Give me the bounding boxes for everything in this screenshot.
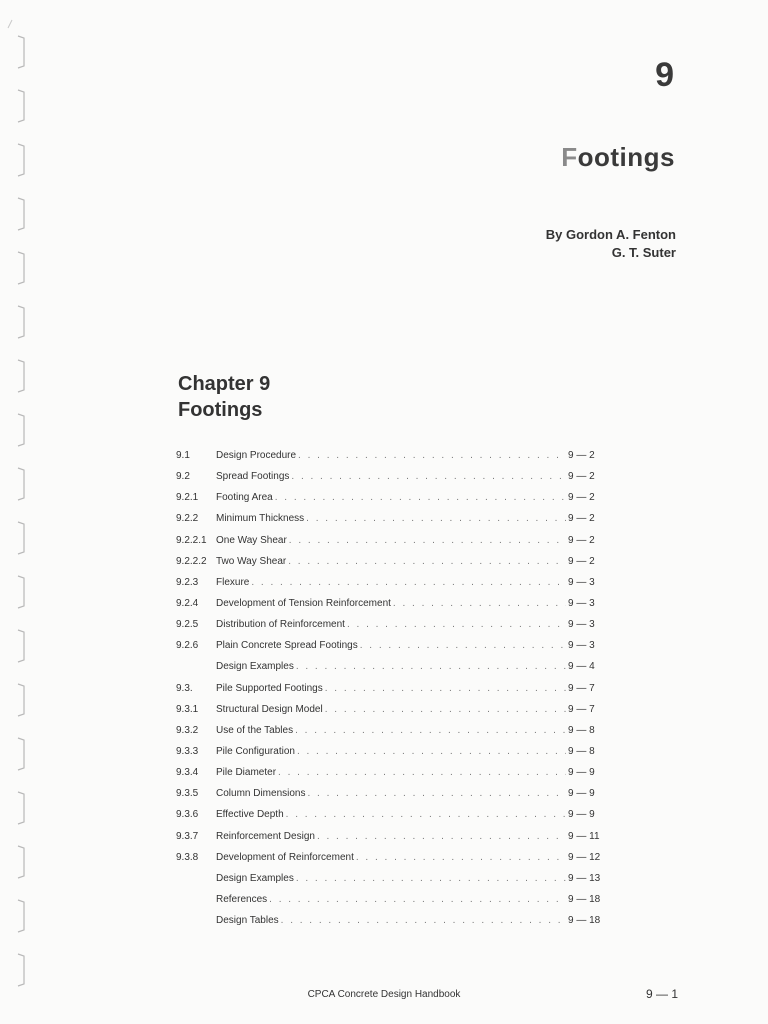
footer-title: CPCA Concrete Design Handbook — [307, 989, 461, 1000]
toc-entry-title: Distribution of Reinforcement — [216, 619, 345, 631]
toc-leader-dots — [393, 598, 566, 609]
toc-entry-page: 9 — 2 — [568, 555, 595, 567]
toc-entry-title: One Way Shear — [216, 534, 287, 546]
toc-leader-dots — [317, 831, 566, 842]
toc-entry-number: 9.2.2.1 — [176, 534, 207, 546]
toc-entry-number: 9.3. — [176, 682, 193, 694]
toc-entry — [176, 683, 606, 704]
toc-leader-dots — [278, 767, 566, 778]
toc-entry-number: 9.2.1 — [176, 492, 199, 504]
toc-entry-page: 9 — 18 — [568, 893, 601, 905]
toc-entry-number: 9.3.5 — [176, 788, 199, 800]
toc-entry-page: 9 — 9 — [568, 767, 595, 779]
toc-leader-dots — [347, 619, 566, 630]
toc-leader-dots — [325, 683, 566, 694]
toc-entry — [176, 767, 606, 788]
toc-leader-dots — [281, 915, 566, 926]
toc-entry-title: Design Procedure — [216, 450, 297, 461]
binder-margin-marks — [0, 0, 40, 1024]
toc-heading-line: Footings — [178, 399, 263, 421]
toc-entry — [176, 640, 606, 661]
toc-entry-page: 9 — 3 — [568, 597, 595, 609]
toc-leader-dots — [360, 640, 566, 651]
toc-entry — [176, 852, 606, 873]
toc-entry-title: Development of Reinforcement — [216, 851, 354, 863]
toc-entry-title: Reinforcement Design — [216, 830, 315, 842]
toc-entry-page: 9 — 13 — [568, 872, 601, 884]
author-line: By Gordon A. Fenton — [545, 227, 676, 242]
toc-entry-number: 9.1 — [176, 450, 190, 461]
toc-entry — [176, 894, 606, 915]
toc-leader-dots — [356, 852, 566, 863]
authors — [546, 226, 676, 262]
toc-leader-dots — [295, 725, 566, 736]
toc-entry-number: 9.2 — [176, 471, 190, 483]
footer-page-number: 9 — 1 — [645, 987, 678, 1001]
toc-entry-page: 9 — 2 — [568, 492, 595, 504]
toc-entry-title: Pile Diameter — [216, 767, 277, 779]
toc-leader-dots — [325, 704, 566, 715]
toc-leader-dots — [269, 894, 566, 905]
toc-heading-line: Chapter 9 — [178, 373, 271, 395]
toc-entry — [176, 873, 606, 894]
toc-entry — [176, 598, 606, 619]
toc-entry-number: 9.3.4 — [176, 767, 199, 779]
toc-entry-title: Column Dimensions — [216, 788, 306, 800]
chapter-number: 9 — [655, 56, 674, 94]
toc-leader-dots — [289, 535, 566, 546]
toc-entry-number: 9.3.8 — [176, 851, 199, 863]
toc-leader-dots — [296, 873, 566, 884]
toc-entry-title: Use of the Tables — [216, 724, 294, 736]
toc-heading — [178, 371, 270, 423]
toc-entry — [176, 915, 606, 936]
toc-entry-title: Footing Area — [216, 492, 273, 504]
toc-entry-page: 9 — 2 — [568, 534, 595, 546]
toc-leader-dots — [275, 492, 566, 503]
toc-entry-page: 9 — 2 — [568, 471, 595, 483]
toc-leader-dots — [286, 809, 566, 820]
toc-entry-title: Plain Concrete Spread Footings — [216, 640, 358, 652]
toc-entry-title: Design Tables — [216, 915, 279, 927]
toc-entry-page: 9 — 18 — [568, 915, 601, 927]
toc-entry-title: Pile Configuration — [216, 745, 295, 757]
toc-entry-title: Design Examples — [216, 872, 294, 884]
toc-entry-page: 9 — 9 — [568, 788, 595, 800]
toc-entry-number: 9.2.3 — [176, 576, 199, 588]
toc-entry-page: 9 — 9 — [568, 809, 595, 821]
toc-entry — [176, 809, 606, 830]
toc-entry — [176, 471, 606, 492]
toc-entry — [176, 704, 606, 725]
toc-leader-dots — [251, 577, 566, 588]
chapter-title-rest: ootings — [577, 142, 675, 172]
toc-entry-title: Spread Footings — [216, 471, 290, 483]
toc-leader-dots — [306, 513, 566, 524]
toc-entry-page: 9 — 3 — [568, 640, 595, 652]
toc-entry — [176, 661, 606, 682]
toc-entry-page: 9 — 7 — [568, 682, 595, 694]
toc-entry-number: 9.3.7 — [176, 830, 199, 842]
table-of-contents — [176, 450, 606, 936]
toc-leader-dots — [307, 788, 566, 799]
toc-entry-number: 9.2.6 — [176, 640, 199, 652]
toc-entry-title: Flexure — [216, 576, 250, 588]
chapter-title-initial: F — [561, 142, 578, 172]
toc-entry-page: 9 — 7 — [568, 703, 595, 715]
toc-entry-page: 9 — 2 — [568, 450, 595, 461]
toc-entry-title: Effective Depth — [216, 809, 284, 821]
author-line: G. T. Suter — [611, 245, 676, 260]
toc-entry-number: 9.2.2 — [176, 513, 199, 525]
toc-entry-title: Design Examples — [216, 661, 294, 673]
toc-entry-title: Pile Supported Footings — [216, 682, 323, 694]
toc-entry-title: Two Way Shear — [216, 555, 287, 567]
toc-entry-title: Minimum Thickness — [216, 513, 305, 525]
toc-entry — [176, 831, 606, 852]
toc-entry-page: 9 — 8 — [568, 724, 595, 736]
toc-entry-page: 9 — 12 — [568, 851, 601, 863]
toc-entry-title: Structural Design Model — [216, 703, 323, 715]
toc-entry — [176, 619, 606, 640]
toc-entry — [176, 556, 606, 577]
toc-entry-number: 9.3.2 — [176, 724, 199, 736]
toc-entry-page: 9 — 2 — [568, 513, 595, 525]
toc-entry-number: 9.2.4 — [176, 597, 199, 609]
toc-leader-dots — [296, 661, 566, 672]
toc-leader-dots — [298, 450, 566, 461]
toc-entry — [176, 492, 606, 513]
toc-entry-number: 9.3.6 — [176, 809, 199, 821]
chapter-title — [561, 142, 675, 173]
toc-entry-number: 9.2.5 — [176, 619, 199, 631]
toc-leader-dots — [288, 556, 566, 567]
toc-entry-title: Development of Tension Reinforcement — [216, 597, 391, 609]
toc-entry — [176, 788, 606, 809]
toc-leader-dots — [297, 746, 566, 757]
toc-entry-page: 9 — 11 — [568, 830, 600, 842]
toc-entry-number: 9.3.3 — [176, 745, 199, 757]
toc-entry-title: References — [216, 893, 268, 905]
toc-entry — [176, 513, 606, 534]
toc-entry — [176, 450, 606, 471]
toc-entry — [176, 577, 606, 598]
toc-entry-page: 9 — 4 — [568, 661, 595, 673]
toc-entry-page: 9 — 3 — [568, 619, 595, 631]
toc-entry-page: 9 — 3 — [568, 576, 595, 588]
toc-entry — [176, 535, 606, 556]
toc-entry-number: 9.2.2.2 — [176, 555, 207, 567]
toc-entry — [176, 746, 606, 767]
toc-leader-dots — [291, 471, 566, 482]
toc-entry-number: 9.3.1 — [176, 703, 199, 715]
toc-entry — [176, 725, 606, 746]
toc-entry-page: 9 — 8 — [568, 745, 595, 757]
